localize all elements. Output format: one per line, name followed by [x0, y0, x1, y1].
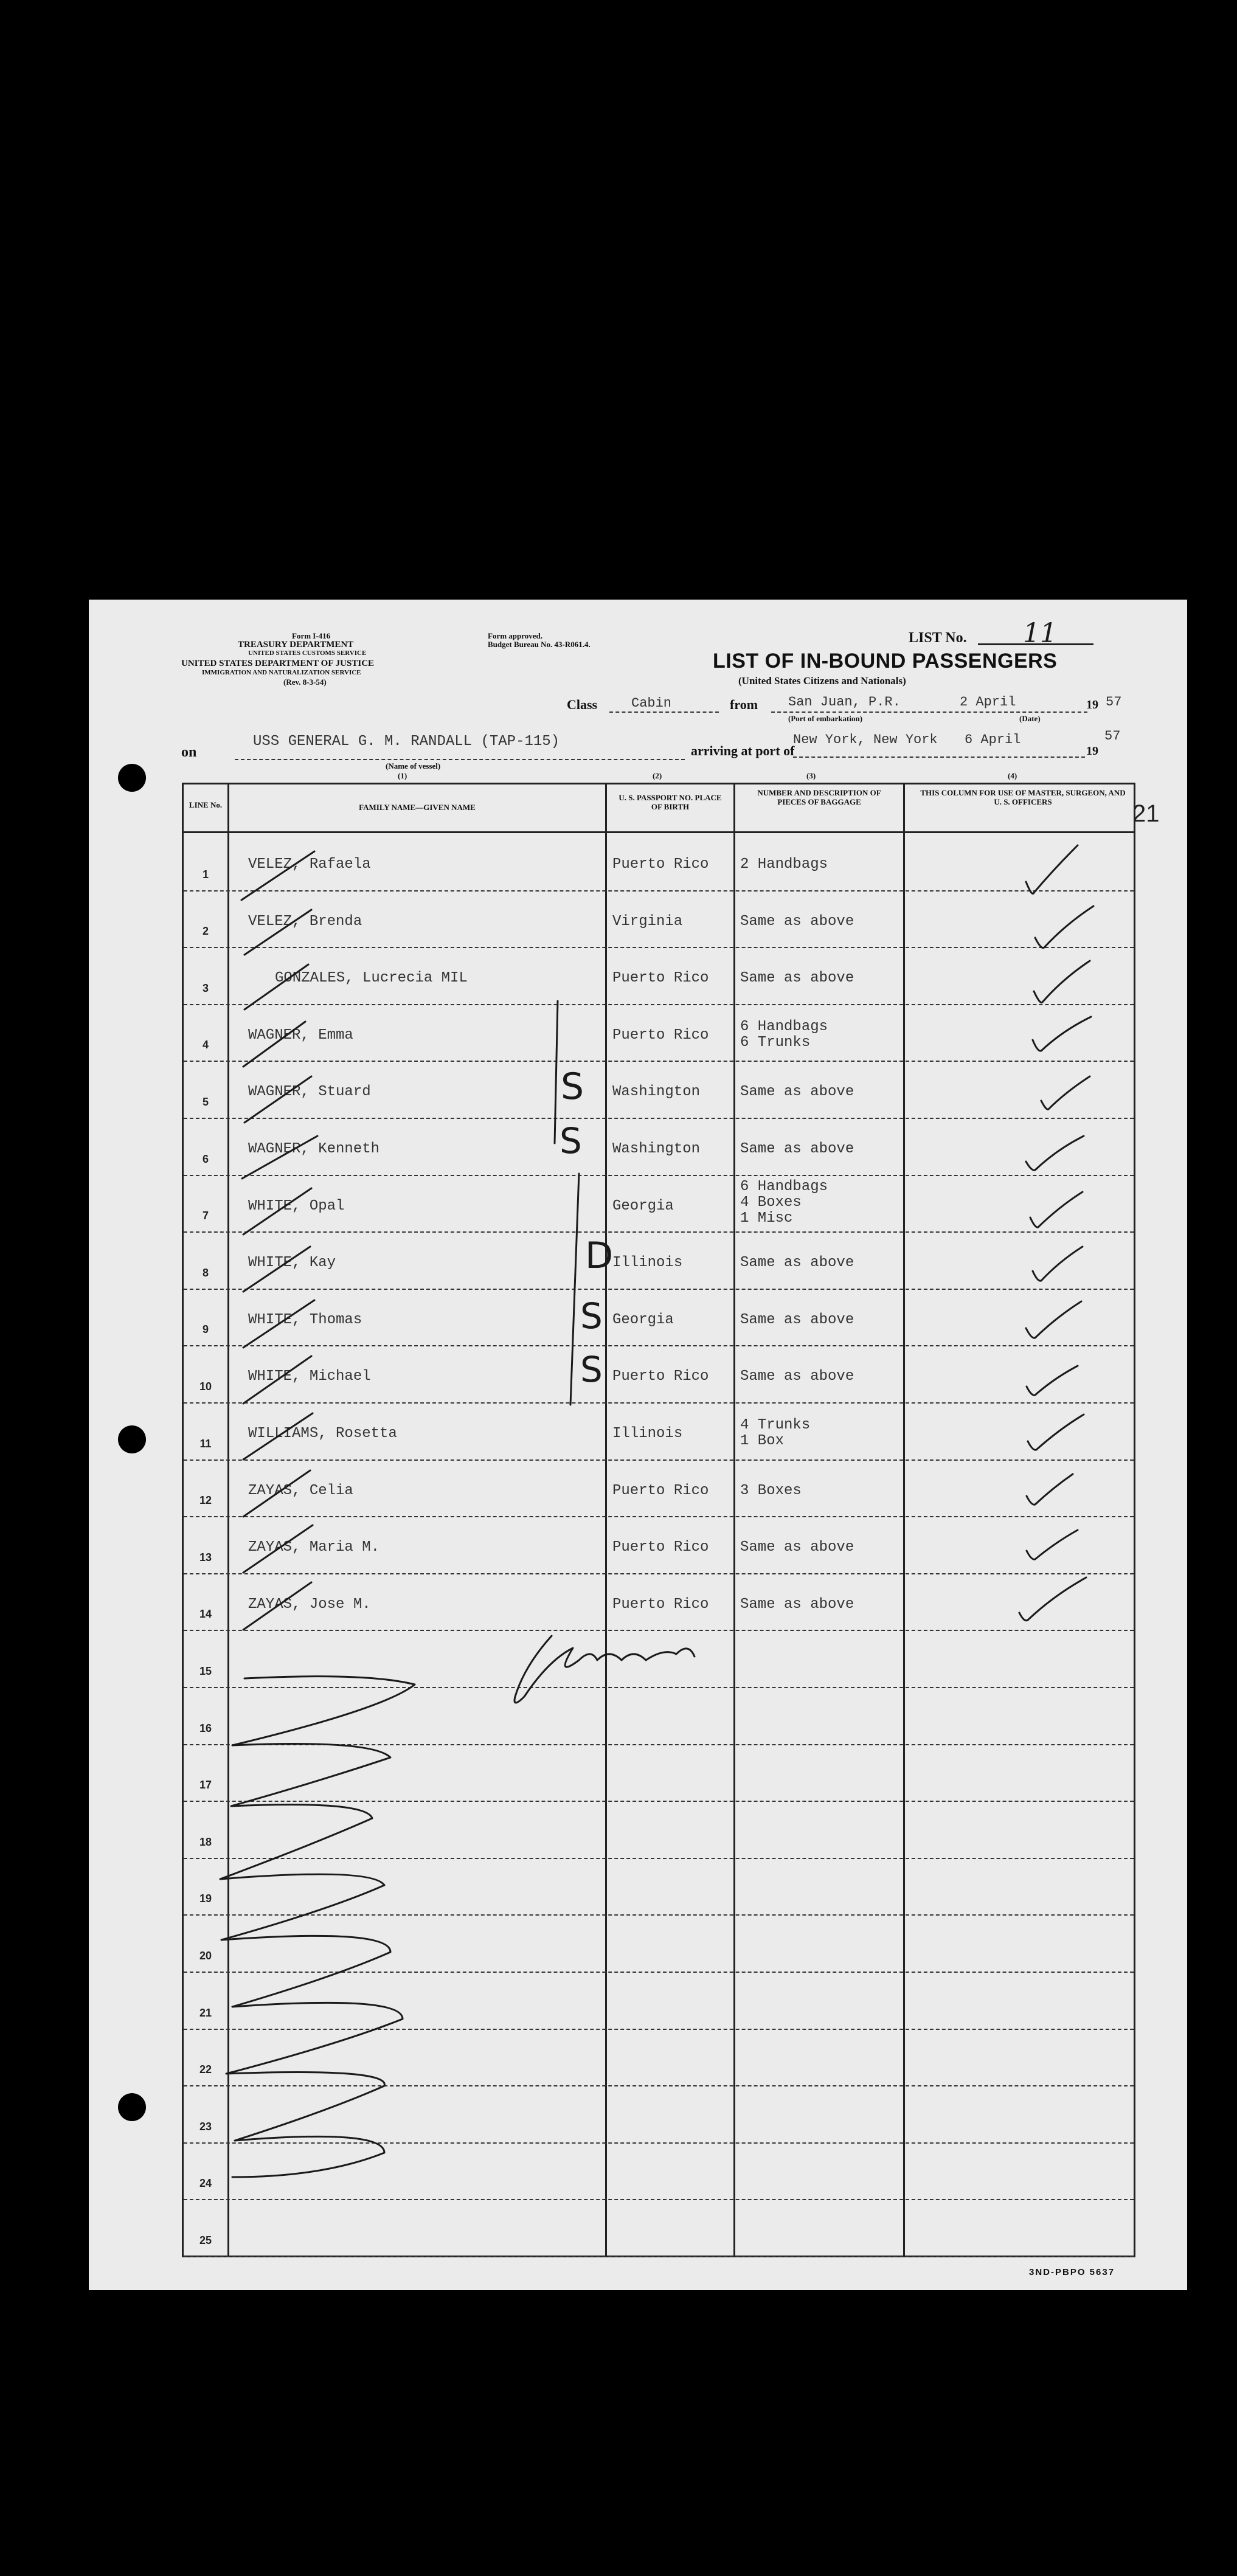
- place-of-birth: Puerto Rico: [612, 1539, 709, 1556]
- on-label: on: [181, 744, 197, 760]
- place-of-birth: Illinois: [612, 1255, 683, 1272]
- list-no-label: LIST No.: [909, 630, 967, 646]
- revision-date: (Rev. 8-3-54): [283, 677, 327, 687]
- baggage-description: Same as above: [740, 1311, 854, 1328]
- passenger-name: WHITE, Opal: [248, 1197, 345, 1214]
- line-number: 19: [199, 1892, 212, 1905]
- treasury-department: TREASURY DEPARTMENT: [238, 640, 354, 649]
- line-number: 13: [199, 1551, 212, 1563]
- baggage-description: Same as above: [740, 1084, 854, 1101]
- annotation-d: D: [585, 1234, 614, 1277]
- baggage-description: Same as above: [740, 1539, 854, 1556]
- place-of-birth: Washington: [612, 1141, 701, 1157]
- baggage-description: Same as above: [740, 1596, 854, 1613]
- header-family-name: FAMILY NAME—GIVEN NAME: [359, 803, 476, 812]
- form-approved: Form approved.: [488, 631, 543, 640]
- bracket-lines: [555, 1001, 579, 1405]
- form-number: Form I-416: [292, 631, 331, 640]
- line-number: 12: [199, 1494, 212, 1507]
- year-prefix-2: 19: [1086, 744, 1098, 758]
- line-number: 1: [202, 868, 209, 881]
- baggage-description: Same as above: [740, 970, 854, 987]
- baggage-description: Same as above: [740, 1255, 854, 1272]
- year-suffix-2: 57: [1104, 729, 1121, 744]
- place-of-birth: Puerto Rico: [612, 1368, 709, 1385]
- passenger-name: WILLIAMS, Rosetta: [248, 1425, 397, 1442]
- header-officers: THIS COLUMN FOR USE OF MASTER, SURGEON, AND U. S. OFFICERS: [920, 788, 1126, 806]
- baggage-description: 6 Handbags: [740, 1178, 828, 1195]
- passenger-name: WHITE, Michael: [248, 1368, 371, 1385]
- year-prefix-1: 19: [1086, 698, 1098, 712]
- passenger-name: WAGNER, Stuard: [248, 1084, 371, 1101]
- arrival-underline: [793, 757, 1085, 758]
- officer-check-marks: [1019, 845, 1093, 1621]
- date-caption: (Date): [1019, 714, 1041, 723]
- vessel-underline: [235, 759, 685, 760]
- footer-code: 3ND-PBPO 5637: [1029, 2267, 1115, 2277]
- form-subtitle: (United States Citizens and Nationals): [738, 675, 906, 687]
- passenger-name: VELEZ, Brenda: [248, 913, 362, 930]
- line-number: 24: [199, 2177, 212, 2190]
- vessel-value: USS GENERAL G. M. RANDALL (TAP-115): [253, 733, 560, 750]
- vessel-caption: (Name of vessel): [386, 761, 441, 770]
- place-of-birth: Virginia: [612, 913, 683, 930]
- place-of-birth: Puerto Rico: [612, 856, 709, 873]
- annotation-s-1: S: [561, 1065, 584, 1108]
- ins-service: IMMIGRATION AND NATURALIZATION SERVICE: [202, 669, 361, 676]
- binder-hole-middle: [118, 1425, 146, 1453]
- line-number: 21: [199, 2006, 212, 2019]
- line-number: 10: [199, 1380, 212, 1393]
- port-embark-value: San Juan, P.R.: [788, 694, 901, 710]
- passenger-name: WAGNER, Emma: [248, 1027, 353, 1044]
- passenger-table: [182, 783, 1135, 2257]
- place-of-birth: Georgia: [612, 1197, 674, 1214]
- budget-bureau: Budget Bureau No. 43-R061.4.: [488, 640, 591, 649]
- line-number: 4: [202, 1039, 209, 1051]
- place-of-birth: Washington: [612, 1084, 701, 1101]
- passenger-name: ZAYAS, Celia: [248, 1482, 353, 1499]
- arriving-label: arriving at port of: [691, 743, 795, 758]
- passenger-name: WHITE, Thomas: [248, 1311, 362, 1328]
- arrival-port-value: New York, New York: [793, 732, 938, 747]
- line-number: 2: [202, 925, 209, 938]
- line-number: 5: [202, 1095, 209, 1108]
- name-check-marks: [241, 851, 317, 1630]
- baggage-description: 6 Handbags: [740, 1018, 828, 1035]
- arrival-date-value: 6 April: [965, 732, 1021, 747]
- baggage-description: 4 Boxes: [740, 1194, 802, 1211]
- class-value: Cabin: [631, 696, 672, 711]
- line-number: 15: [199, 1664, 212, 1677]
- place-of-birth: Illinois: [612, 1425, 683, 1442]
- line-number: 16: [199, 1722, 212, 1734]
- passenger-name: WAGNER, Kenneth: [248, 1141, 380, 1157]
- line-number: 23: [199, 2120, 212, 2133]
- port-underline: [771, 712, 1087, 713]
- line-number: 3: [202, 982, 209, 994]
- port-embark-caption: (Port of embarkation): [788, 714, 863, 723]
- customs-service: UNITED STATES CUSTOMS SERVICE: [248, 649, 367, 657]
- col-num-1: (1): [398, 771, 407, 780]
- baggage-description: 3 Boxes: [740, 1482, 802, 1499]
- line-number: 22: [199, 2063, 212, 2076]
- initials-signature: [515, 1636, 695, 1703]
- place-of-birth: Puerto Rico: [612, 1482, 709, 1499]
- place-of-birth: Georgia: [612, 1311, 674, 1328]
- line-number: 9: [202, 1323, 209, 1336]
- place-of-birth: Puerto Rico: [612, 1596, 709, 1613]
- header-baggage: NUMBER AND DESCRIPTION OF PIECES OF BAGGAGE: [757, 788, 881, 806]
- binder-hole-top: [118, 764, 146, 792]
- header-line-no: LINE No.: [189, 800, 223, 809]
- annotation-s-4: S: [580, 1349, 603, 1390]
- line-number: 14: [199, 1608, 212, 1621]
- form-title: LIST OF IN-BOUND PASSENGERS: [713, 649, 1058, 673]
- col-num-4: (4): [1008, 771, 1017, 780]
- place-of-birth: Puerto Rico: [612, 970, 709, 987]
- baggage-description: Same as above: [740, 913, 854, 930]
- handwritten-annotations: [184, 784, 1137, 2259]
- from-label: from: [730, 697, 758, 712]
- col-num-3: (3): [806, 771, 816, 780]
- annotation-s-3: S: [580, 1295, 603, 1337]
- baggage-description: Same as above: [740, 1368, 854, 1385]
- col-num-2: (2): [653, 771, 662, 780]
- baggage-description: Same as above: [740, 1141, 854, 1157]
- page-number: 21: [1132, 800, 1160, 827]
- list-no-value: 11: [1023, 618, 1057, 649]
- passenger-name: ZAYAS, Maria M.: [248, 1539, 380, 1556]
- baggage-description: 6 Trunks: [740, 1034, 811, 1051]
- line-number: 20: [199, 1949, 212, 1962]
- line-number: 25: [199, 2234, 212, 2246]
- passenger-name: VELEZ, Rafaela: [248, 856, 371, 873]
- embark-date-value: 2 April: [960, 694, 1016, 710]
- line-number: 8: [202, 1266, 209, 1279]
- line-number: 6: [202, 1152, 209, 1165]
- binder-hole-bottom: [118, 2093, 146, 2121]
- line-number: 17: [199, 1779, 212, 1792]
- line-number: 18: [199, 1835, 212, 1848]
- place-of-birth: Puerto Rico: [612, 1027, 709, 1044]
- year-suffix-1: 57: [1106, 694, 1122, 710]
- line-number: 7: [202, 1210, 209, 1222]
- line-number: 11: [199, 1437, 212, 1450]
- class-underline: [609, 712, 719, 713]
- department-of-justice: UNITED STATES DEPARTMENT OF JUSTICE: [181, 659, 375, 668]
- header-place-of-birth: U. S. PASSPORT NO. PLACE OF BIRTH: [618, 793, 722, 811]
- baggage-description: 1 Box: [740, 1433, 785, 1449]
- annotation-s-2: S: [560, 1120, 582, 1162]
- passenger-name: ZAYAS, Jose M.: [248, 1596, 371, 1613]
- form-sheet: [89, 600, 1187, 2290]
- class-label: Class: [567, 697, 598, 712]
- baggage-description: 2 Handbags: [740, 856, 828, 873]
- passenger-name: GONZALES, Lucrecia MIL: [275, 970, 468, 987]
- baggage-description: 1 Misc: [740, 1210, 793, 1227]
- strike-scribble: [220, 1677, 415, 2177]
- baggage-description: 4 Trunks: [740, 1417, 811, 1433]
- passenger-name: WHITE, Kay: [248, 1255, 336, 1272]
